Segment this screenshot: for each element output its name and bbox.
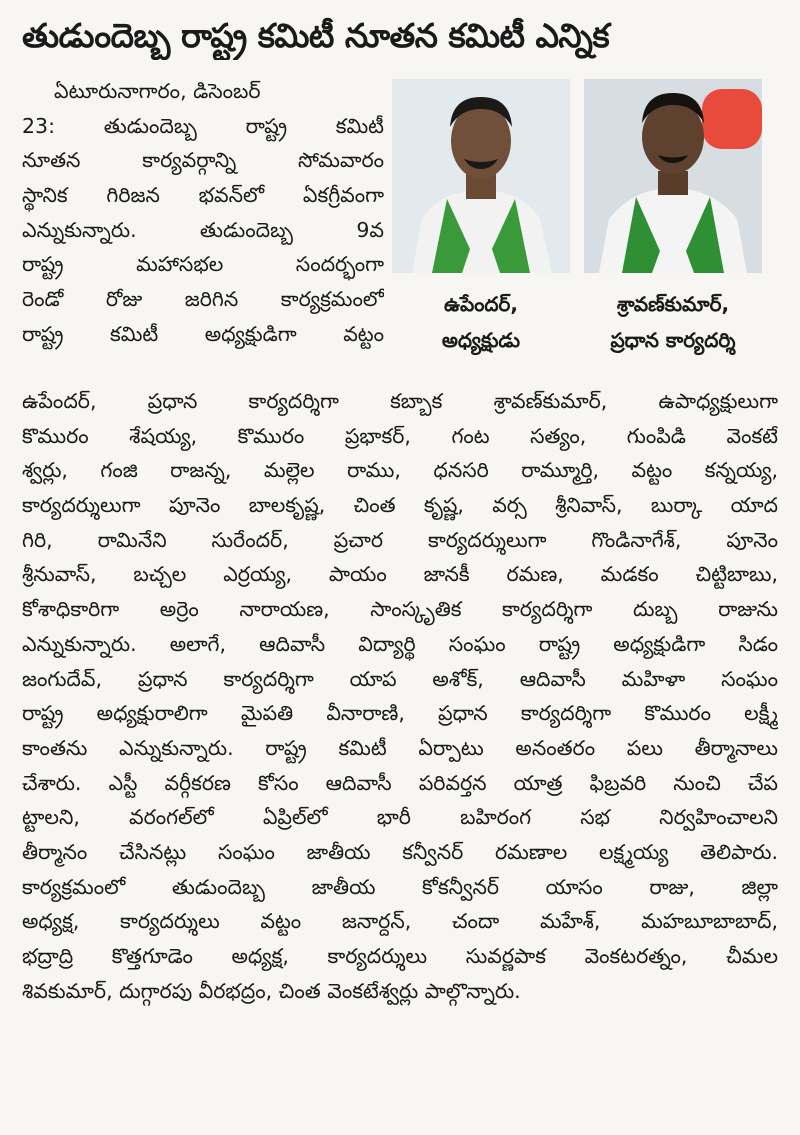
- article-line: శివకుమార్, దుగ్గారపు వీరభద్రం, చింత వెంకటేశ్వర్లు పాల్గొన్నారు.: [22, 978, 521, 1003]
- article-line: కార్యదర్శులుగా పూనెం బాలకృష్ణ, చింత కృష్ణ, వర్స శ్రీనివాస్, బుర్కా యాద: [22, 493, 778, 518]
- article-line: రాష్ట్ర అధ్యక్షురాలిగా మైపతి వీనారాణి, ప్రధాన కార్యదర్శిగా కొమురం లక్ష్మీ: [22, 701, 778, 726]
- article-line: స్థానిక గిరిజన భవన్‌లో ఏకగ్రీవంగా: [22, 183, 384, 208]
- article-line: జంగుదేవ్, ప్రధాన కార్యదర్శిగా యాప అశోక్, ఆదివాసీ మహిళా సంఘం: [22, 666, 778, 691]
- article-line: 23: తుడుందెబ్బ రాష్ట్ర కమిటీ: [22, 113, 384, 138]
- article-line: భద్రాద్రి కొత్తగూడెం అధ్యక్ష, కార్యదర్శులు సువర్ణపాక వెంకటరత్నం, చీమల: [22, 944, 778, 968]
- article-line: శ్రీనువాస్, బచ్చల ఎర్రయ్య, పాయం జానకీ రమణ, మడకం చిట్టిబాబు,: [22, 562, 778, 587]
- portrait-illustration: [584, 79, 762, 273]
- caption-role: అధ్యక్షుడు: [441, 328, 521, 352]
- article-intro-column: [22, 74, 384, 352]
- article-line: కోశాధికారిగా అర్రెం నారాయణ, సాంస్కృతిక కార్యదర్శిగా దుబ్బ రాజును: [22, 597, 778, 622]
- photo-caption-upender: [392, 286, 570, 358]
- article-line: శ్వర్లు, గంజి రాజన్న, మల్లెల రాము, ధనసరి రామ్మూర్తి, వట్టం కన్నయ్య,: [22, 458, 778, 483]
- article-line: ఏటూరునాగారం, డిసెంబర్: [54, 79, 261, 103]
- article-line: కొమురం శేషయ్య, కొమురం ప్రభాకర్, గంట సత్యం, గుంపిడి వెంకటే: [22, 423, 778, 448]
- article-line: చేశారు. ఎస్టీ వర్గీకరణ కోసం ఆదివాసీ పరివర్తన యాత్ర ఫిబ్రవరి నుంచి చేప: [22, 770, 778, 795]
- article-line: రాష్ట్ర కమిటీ అధ్యక్షుడిగా వట్టం: [22, 321, 384, 346]
- upper-section: [22, 74, 778, 384]
- article-line: తీర్మానం చేసినట్లు సంఘం జాతీయ కన్వీనర్ రమణాల లక్ష్మయ్య తెలిపారు.: [22, 839, 778, 864]
- article-body: [22, 384, 778, 1008]
- caption-role: ప్రధాన కార్యదర్శి: [610, 328, 736, 352]
- article-line: ఉపేందర్, ప్రధాన కార్యదర్శిగా కబ్బాక శ్రావణ్‌కుమార్, ఉపాధ్యక్షులుగా: [22, 389, 778, 413]
- article-line: ఎన్నుకున్నారు. అలాగే, ఆదివాసీ విద్యార్థి సంఘం రాష్ట్ర అధ్యక్షుడిగా సిడం: [22, 631, 778, 656]
- article-line: గిరి, రామినేని సురేందర్, ప్రచార కార్యదర్శులుగా గొండినాగేశ్, పూనెం: [22, 527, 778, 552]
- article-line: కాంతను ఎన్నుకున్నారు. రాష్ట్ర కమిటీ ఏర్పాటు అనంతరం పలు తీర్మానాలు: [22, 735, 778, 760]
- article-line: రెండో రోజు జరిగిన కార్యక్రమంలో: [22, 287, 384, 312]
- photo-caption-sravankumar: [584, 286, 762, 358]
- portrait-photo-upender: [392, 79, 570, 273]
- article-line: అధ్యక్ష, కార్యదర్శులు వట్టం జనార్దన్, చందా మహేశ్, మహబూబాబాద్,: [22, 909, 778, 934]
- caption-name: శ్రావణ్‌కుమార్,: [616, 292, 730, 316]
- article-line: కార్యక్రమంలో తుడుందెబ్బ జాతీయ కోకన్వీనర్ యాసం రాజు, జిల్లా: [22, 874, 778, 899]
- article-line: ట్టాలని, వరంగల్‌లో ఏప్రిల్‌లో భారీ బహిరంగ సభ నిర్వహించాలని: [22, 805, 778, 830]
- caption-name: ఉపేందర్,: [444, 292, 518, 316]
- headline: తుడుందెబ్బ రాష్ట్ర కమిటీ నూతన కమిటీ ఎన్నిక: [22, 16, 610, 55]
- article-line: రాష్ట్ర మహాసభల సందర్భంగా: [22, 252, 384, 277]
- article-line: నూతన కార్యవర్గాన్ని సోమవారం: [22, 148, 384, 173]
- portrait-photo-sravankumar: [584, 79, 762, 273]
- article-line: ఎన్నుకున్నారు. తుడుందెబ్బ 9వ: [22, 217, 384, 242]
- portrait-illustration: [392, 79, 570, 273]
